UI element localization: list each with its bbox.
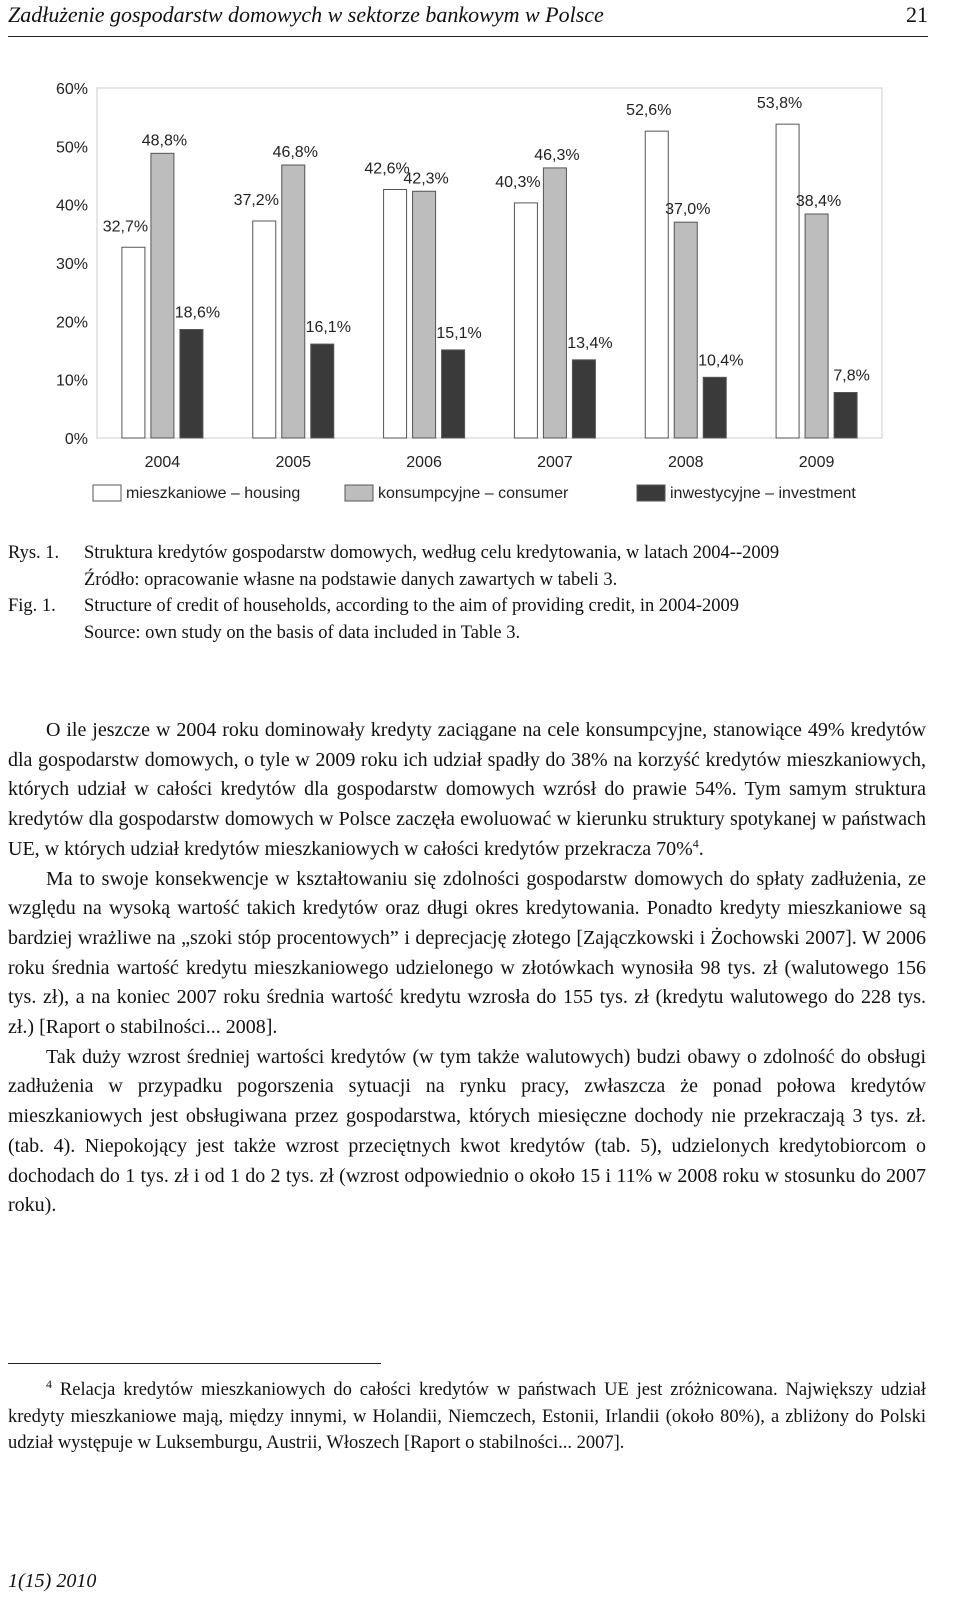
bar: [514, 203, 537, 438]
data-label: 52,6%: [626, 102, 672, 120]
data-label: 42,3%: [403, 170, 449, 188]
footnote-number: 4: [46, 1376, 52, 1391]
data-label: 7,8%: [833, 367, 870, 385]
paragraph-1-end: .: [698, 837, 704, 860]
plot-frame: [97, 88, 882, 438]
footnote-text: Relacja kredytów mieszkaniowych do całości kredytów w państwach UE jest zróżnicowana. Największy udział kredyty mieszkaniowe mają, między innymi, w Holandii, Niemczech, Estonii, Irlandii (około 80%), a zbliżony do Polski udział występuje w Luksemburgu, Austrii, Włoszech [Raport o stabilności... 2007].: [8, 1380, 926, 1453]
bar: [543, 168, 566, 438]
bar: [442, 350, 465, 438]
paragraph-1: [8, 716, 926, 865]
caption-pl-label: Rys. 1.: [8, 543, 60, 563]
caption-en-label: Fig. 1.: [8, 596, 56, 616]
bar: [282, 165, 305, 438]
figure-caption: [8, 540, 938, 646]
legend-label: inwestycyjne – investment: [670, 485, 856, 502]
bar: [122, 247, 145, 438]
paragraph-1-text: O ile jeszcze w 2004 roku dominowały kredyty zaciągane na cele konsumpcyjne, stanowiące 49% kredytów dla gospodarstw domowych, o tyle w 2009 roku ich udział spadły do 38% na korzyść kredytów mieszkaniowych, których udział w całości kredytów dla gospodarstw domowych wzrósł do prawie 54%. Tym samym struktura kredytów dla gospodarstw domowych w Polsce zaczęła ewoluować w kierunku struktury spotykanej w państwach UE, w których udział kredytów mieszkaniowych w całości kredytów przekracza 70%: [8, 719, 926, 860]
footnote-rule: [8, 1363, 381, 1364]
data-label: 42,6%: [364, 160, 410, 178]
y-tick-label: 0%: [64, 431, 88, 448]
bar: [311, 344, 334, 438]
bar: [180, 330, 203, 439]
y-tick-label: 50%: [55, 139, 88, 157]
caption-en: [8, 593, 938, 646]
bar: [674, 222, 697, 438]
y-tick-label: 20%: [55, 314, 88, 332]
x-tick-label: 2007: [537, 454, 573, 471]
running-header: [8, 0, 928, 40]
data-label: 37,2%: [233, 192, 279, 209]
paragraph-2: Ma to swoje konsekwencje w kształtowaniu się zdolności gospodarstw domowych do spłaty zadłużenia, ze względu na wysoką wartość takich kredytów oraz długi okres kredytowania. Ponadto kredyty mieszkaniowe są bardziej wrażliwe na „szoki stóp procentowych” i deprecjację złotego [Zajączkowski i Żochowski 2007]. W 2006 roku średnia wartość kredytu mieszkaniowego udzielonego w złotówkach wynosiła 98 tys. zł (walutowego 156 tys. zł), a na koniec 2007 roku średnia wartość kredytu wzrosła do 155 tys. zł (kredytu walutowego do 228 tys. zł.) [Raport o stabilności... 2008].: [8, 867, 926, 1039]
legend-swatch: [637, 485, 665, 501]
y-tick-label: 60%: [55, 81, 88, 98]
page-number: 21: [906, 2, 928, 27]
data-label: 53,8%: [756, 95, 803, 113]
y-tick-label: 30%: [55, 256, 88, 273]
x-tick-label: 2005: [275, 454, 312, 471]
paragraph-3: Tak duży wzrost średniej wartości kredytów (w tym także walutowych) budzi obawy o zdolność do obsługi zadłużenia w przypadku pogorszenia sytuacji na rynku pracy, zwłaszcza że ponad połowa kredytów mieszkaniowych jest obsługiwana przez gospodarstwa, których miesięczne dochody nie przekraczają 3 tys. zł. (tab. 4). Niepokojący jest także wzrost przeciętnych kwot kredytów (tab. 5), udzielonych kredytobiorcom o dochodach do 1 tys. zł i od 1 do 2 tys. zł (wzrost odpowiednio o około 15 i 11% w 2008 roku w stosunku do 2007 roku).: [8, 1045, 926, 1217]
caption-pl-text: Struktura kredytów gospodarstw domowych, według celu kredytowania, w latach 2004-​-2009: [84, 543, 780, 563]
legend-label: mieszkaniowe – housing: [126, 485, 301, 502]
footnote-paragraph: [8, 1377, 926, 1457]
y-tick-label: 10%: [55, 372, 88, 390]
data-label: 37,0%: [665, 201, 711, 219]
bar: [645, 131, 668, 438]
bar: [834, 393, 857, 439]
issue-footer: 1(15) 2010: [8, 1570, 97, 1592]
footnote-ref[interactable]: 4: [692, 836, 699, 851]
x-tick-label: 2004: [144, 454, 181, 471]
x-tick-label: 2006: [406, 454, 442, 471]
bar: [572, 360, 595, 438]
data-label: 32,7%: [102, 218, 149, 236]
legend-swatch: [93, 485, 121, 501]
data-label: 46,3%: [534, 146, 580, 164]
bar: [805, 214, 828, 438]
data-label: 40,3%: [495, 173, 541, 191]
footnote: [8, 1377, 926, 1457]
y-tick-label: 40%: [55, 197, 88, 215]
legend-swatch: [345, 485, 373, 501]
caption-pl: [8, 540, 938, 593]
running-title: Zadłużenie gospodarstw domowych w sektorze bankowym w Polsce: [8, 2, 604, 27]
header-rule: [8, 36, 928, 37]
caption-pl-source: Źródło: opracowanie własne na podstawie danych zawartych w tabeli 3.: [84, 569, 618, 590]
x-tick-label: 2008: [667, 454, 704, 471]
data-label: 15,1%: [436, 324, 482, 342]
bar: [253, 221, 276, 438]
data-label: 18,6%: [174, 304, 221, 322]
data-label: 16,1%: [305, 319, 351, 337]
bar: [776, 124, 799, 438]
data-label: 13,4%: [567, 334, 613, 352]
bar: [413, 191, 436, 438]
bar: [151, 153, 174, 438]
bar: [384, 190, 407, 439]
x-tick-label: 2009: [798, 454, 835, 471]
caption-en-source: Source: own study on the basis of data included in Table 3.: [84, 622, 521, 643]
body-text: [8, 716, 926, 1221]
credit-structure-chart: [40, 62, 900, 522]
data-label: 38,4%: [795, 193, 842, 210]
legend-label: konsumpcyjne – consumer: [378, 485, 569, 502]
bar: [703, 377, 726, 438]
data-label: 48,8%: [141, 132, 188, 150]
caption-en-text: Structure of credit of households, according to the aim of providing credit, in 2004-2009: [84, 596, 740, 616]
data-label: 10,4%: [698, 352, 744, 370]
data-label: 46,8%: [272, 144, 318, 161]
